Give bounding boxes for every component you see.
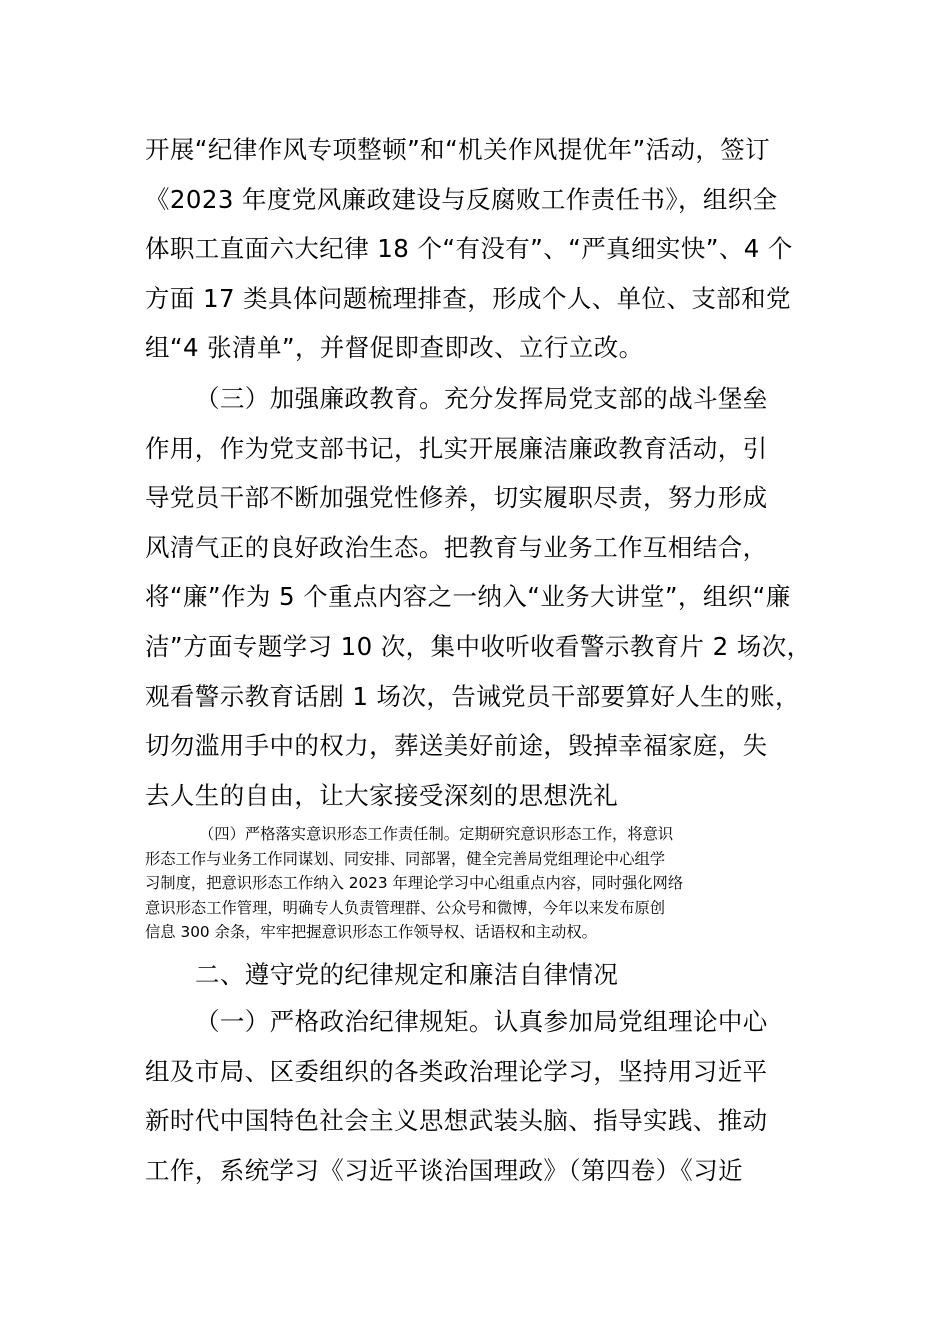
text-line: 观看警示教育话剧 1 场次，告诫党员干部要算好人生的账， <box>145 681 800 711</box>
text-line: 意识形态工作管理，明确专人负责管理群、公众号和微博，今年以来发布原创 <box>145 898 666 917</box>
text-line: （一）严格政治纪律规矩。认真参加局党组理论中心 <box>195 1007 768 1036</box>
text-line: 信息 300 余条，牢牢把握意识形态工作领导权、话语权和主动权。 <box>145 923 597 942</box>
text-line: 切勿滥用手中的权力，葬送美好前途，毁掉幸福家庭，失 <box>145 731 768 761</box>
paragraph-ideology-responsibility <box>145 822 825 945</box>
heading-text: 二、遵守党的纪律规定和廉洁自律情况 <box>195 960 619 989</box>
text-line: （四）严格落实意识形态工作责任制。定期研究意识形态工作，将意识 <box>199 825 674 843</box>
text-line: 去人生的自由，让大家接受深刻的思想洗礼 <box>145 780 619 810</box>
text-line: 新时代中国特色社会主义思想武装头脑、指导实践、推动 <box>145 1106 768 1136</box>
text-line: 组及市局、区委组织的各类政治理论学习，坚持用习近平 <box>145 1056 768 1086</box>
paragraph-political-discipline <box>145 997 825 1195</box>
text-line: 体职工直面六大纪律 18 个“有没有”、“严真细实快”、4 个 <box>145 234 793 264</box>
text-line: 将“廉”作为 5 个重点内容之一纳入“业务大讲堂”，组织“廉 <box>145 582 791 612</box>
text-line: 风清气正的良好政治生态。把教育与业务工作互相结合， <box>145 532 768 562</box>
text-line: 开展“纪律作风专项整顿”和“机关作风提优年”活动，签订 <box>145 135 771 164</box>
paragraph-responsibility-list <box>145 125 825 373</box>
section-heading <box>145 950 825 1000</box>
text-line: 洁”方面专题学习 10 次，集中收听收看警示教育片 2 场次， <box>145 631 812 661</box>
text-line: 工作，系统学习《习近平谈治国理政》（第四卷）《习近 <box>145 1155 743 1185</box>
text-line: 形态工作与业务工作同谋划、同安排、同部署，健全完善局党组理论中心组学 <box>145 849 666 868</box>
text-line: 组“4 张清单”，并督促即查即改、立行立改。 <box>145 333 644 363</box>
text-line: 作用，作为党支部书记，扎实开展廉洁廉政教育活动，引 <box>145 433 768 463</box>
text-line: 习制度，把意识形态工作纳入 2023 年理论学习中心组重点内容，同时强化网络 <box>145 874 684 893</box>
text-line: 导党员干部不断加强党性修养，切实履职尽责，努力形成 <box>145 483 768 513</box>
text-line: 《2023 年度党风廉政建设与反腐败工作责任书》，组织全 <box>145 184 778 214</box>
text-line: 方面 17 类具体问题梳理排查，形成个人、单位、支部和党 <box>145 283 791 313</box>
paragraph-integrity-education <box>145 374 825 820</box>
text-line: （三）加强廉政教育。充分发挥局党支部的战斗堡垒 <box>195 384 768 413</box>
